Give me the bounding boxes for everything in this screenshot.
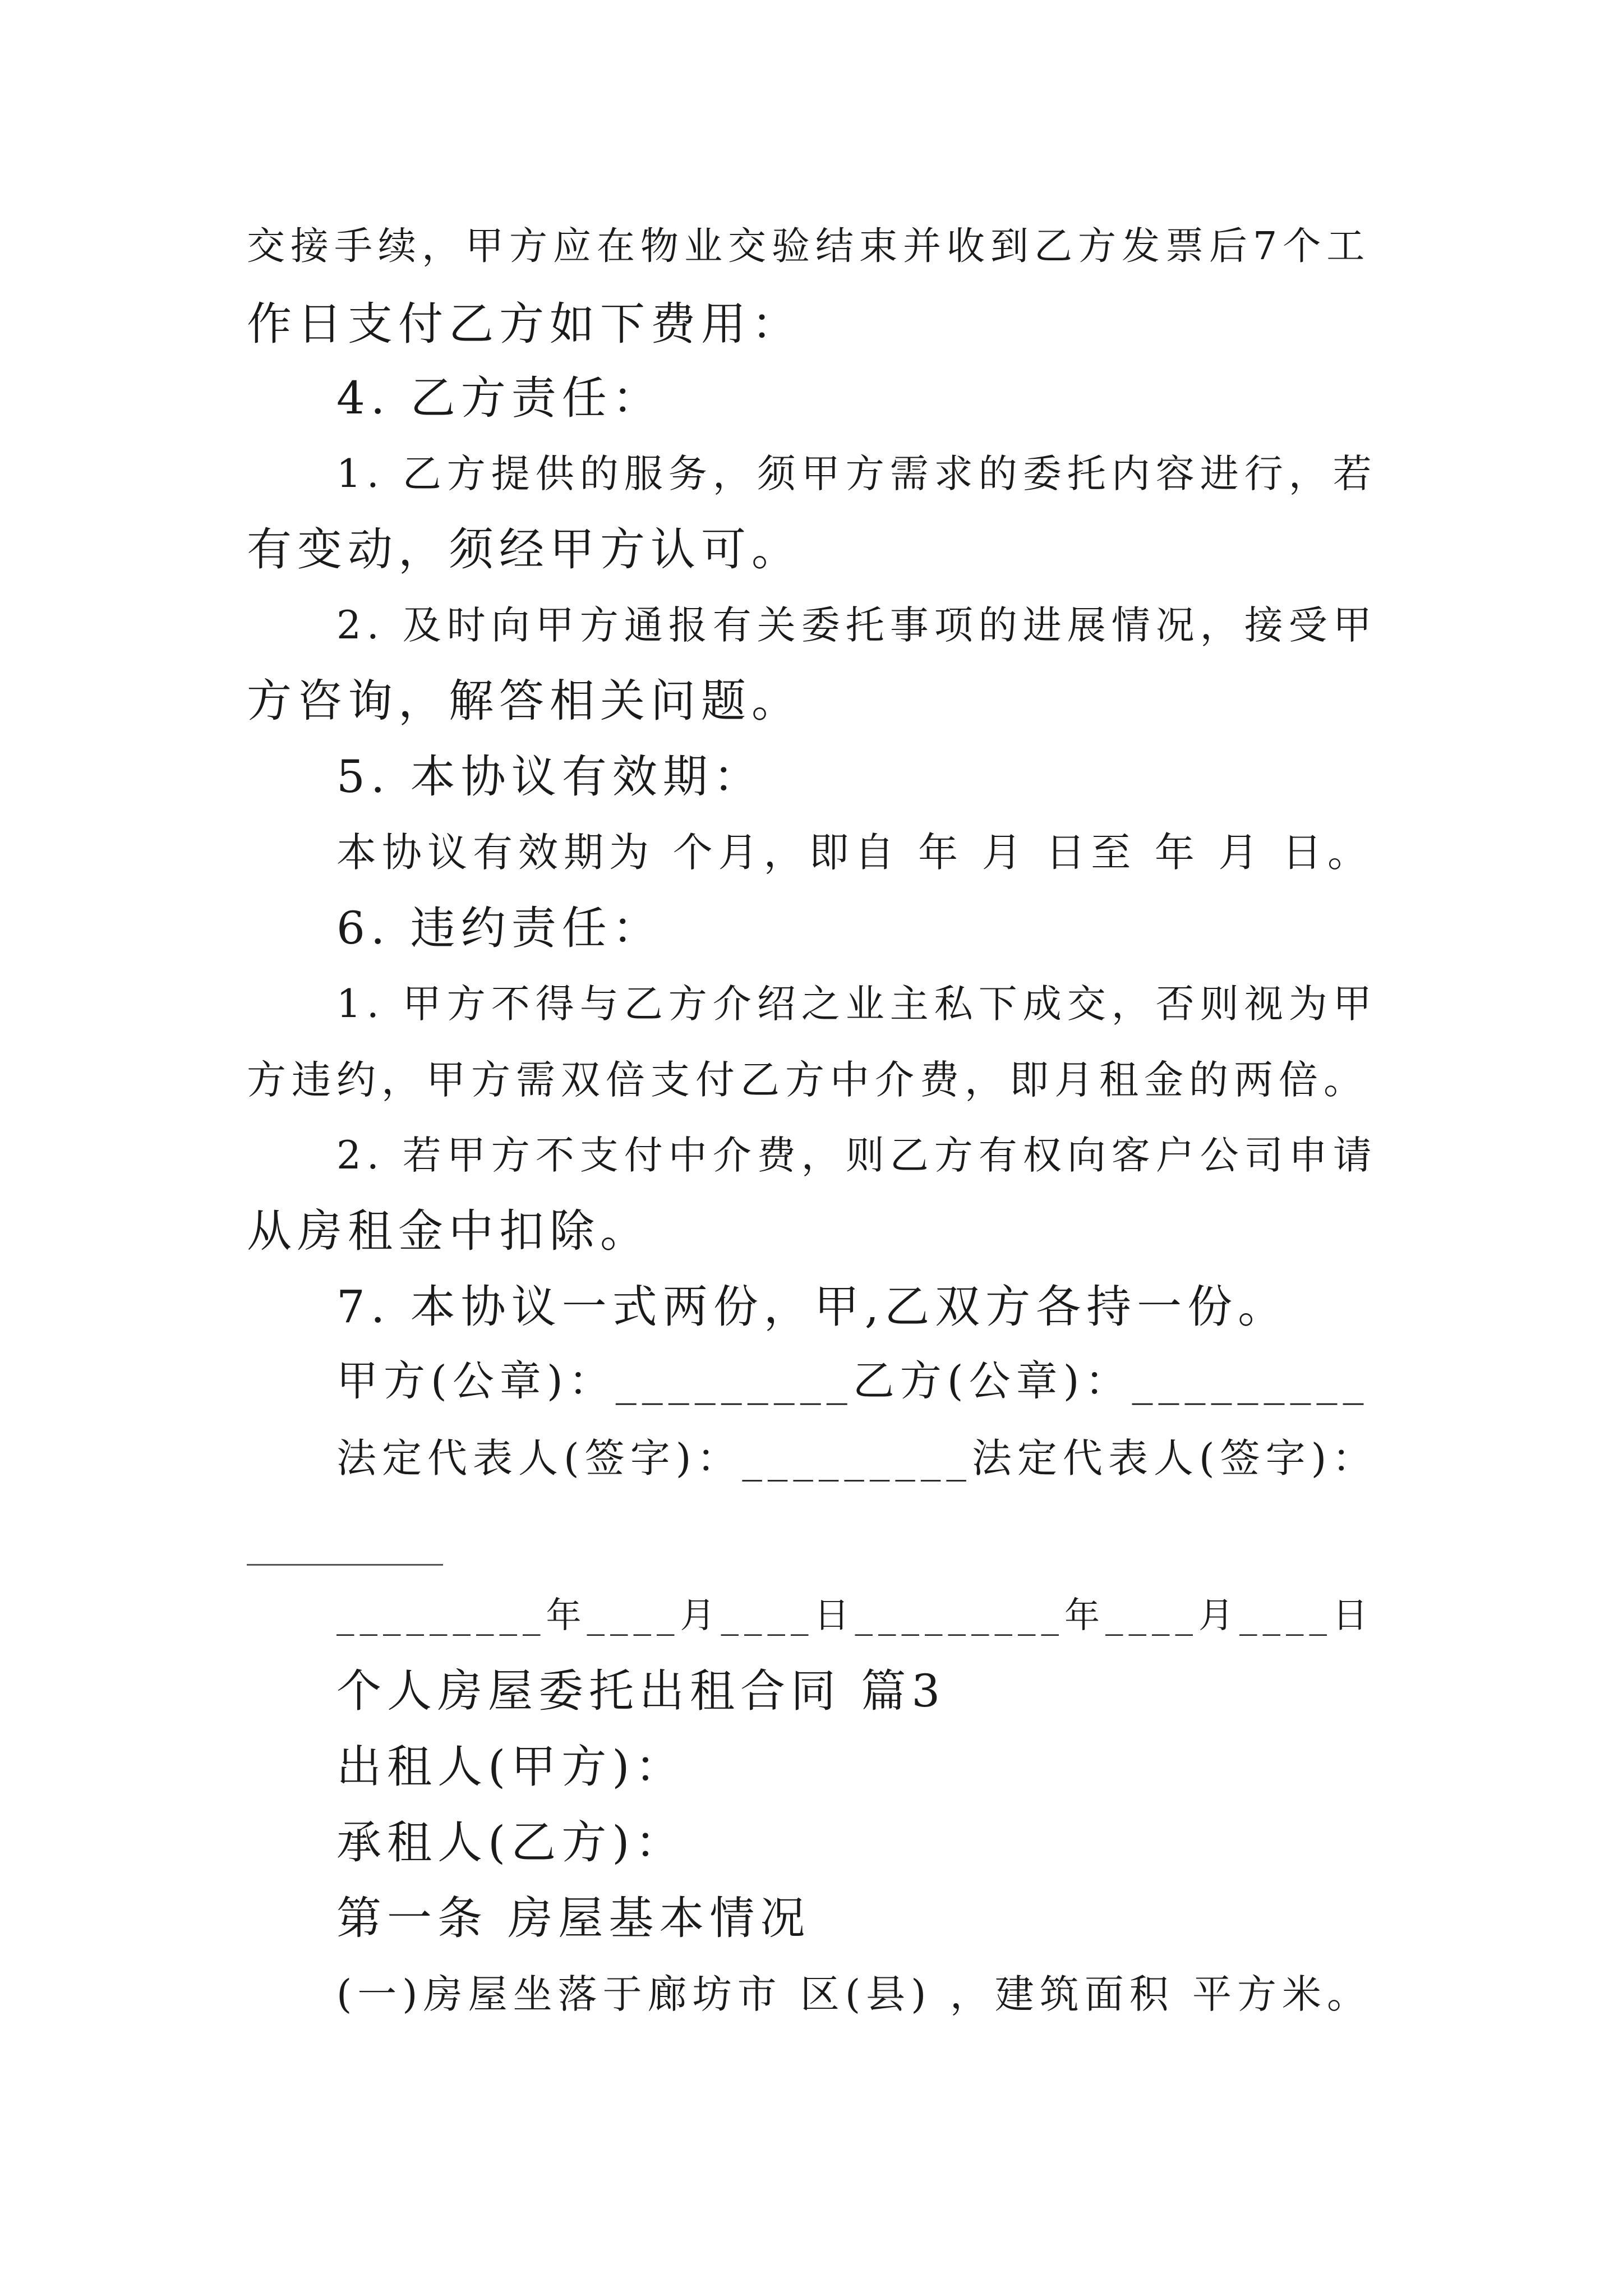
list-item: 7. 本协议一式两份，甲,乙双方各持一份。 (336, 1281, 1289, 1333)
article-heading: 第一条 房屋基本情况 (336, 1892, 811, 1944)
signature-blank (247, 1564, 443, 1566)
list-item: 1. 乙方提供的服务，须甲方需求的委托内容进行，若 (336, 452, 1377, 496)
paragraph-line: 作日支付乙方如下费用： (247, 298, 802, 350)
list-item: 1. 甲方不得与乙方介绍之业主私下成交，否则视为甲 (336, 982, 1377, 1027)
paragraph-line: 方违约，甲方需双倍支付乙方中介费，即月租金的两倍。 (247, 1057, 1368, 1103)
signature-line-representative: 法定代表人(签字)：_________法定代表人(签字)： (336, 1435, 1378, 1481)
paragraph-line: 交接手续，甲方应在物业交验结束并收到乙方发票后7个工 (247, 224, 1371, 269)
contract-title: 个人房屋委托出租合同 篇3 (336, 1665, 946, 1717)
party-lessor: 出租人(甲方)： (336, 1741, 686, 1793)
paragraph-line: 从房租金中扣除。 (247, 1205, 651, 1257)
paragraph-line: 有变动，须经甲方认可。 (247, 523, 802, 576)
date-line: _________年____月____日_________年____月____日 (336, 1595, 1373, 1636)
party-lessee: 承租人(乙方)： (336, 1816, 686, 1869)
paragraph-line: 本协议有效期为 个月，即自 年 月 日至 年 月 日。 (336, 829, 1373, 876)
list-item: 2. 及时向甲方通报有关委托事项的进展情况，接受甲 (336, 603, 1377, 648)
paragraph-line: (一)房屋坐落于廊坊市 区(县) ，建筑面积 平方米。 (336, 1971, 1372, 2017)
section-heading: 4. 乙方责任： (336, 372, 663, 424)
section-heading: 6. 违约责任： (336, 902, 663, 954)
signature-line-seal: 甲方(公章)：_________乙方(公章)：_________ (336, 1357, 1370, 1405)
section-heading: 5. 本协议有效期： (336, 751, 764, 803)
list-item: 2. 若甲方不支付中介费，则乙方有权向客户公司申请 (336, 1133, 1377, 1178)
paragraph-line: 方咨询，解答相关问题。 (247, 675, 802, 727)
